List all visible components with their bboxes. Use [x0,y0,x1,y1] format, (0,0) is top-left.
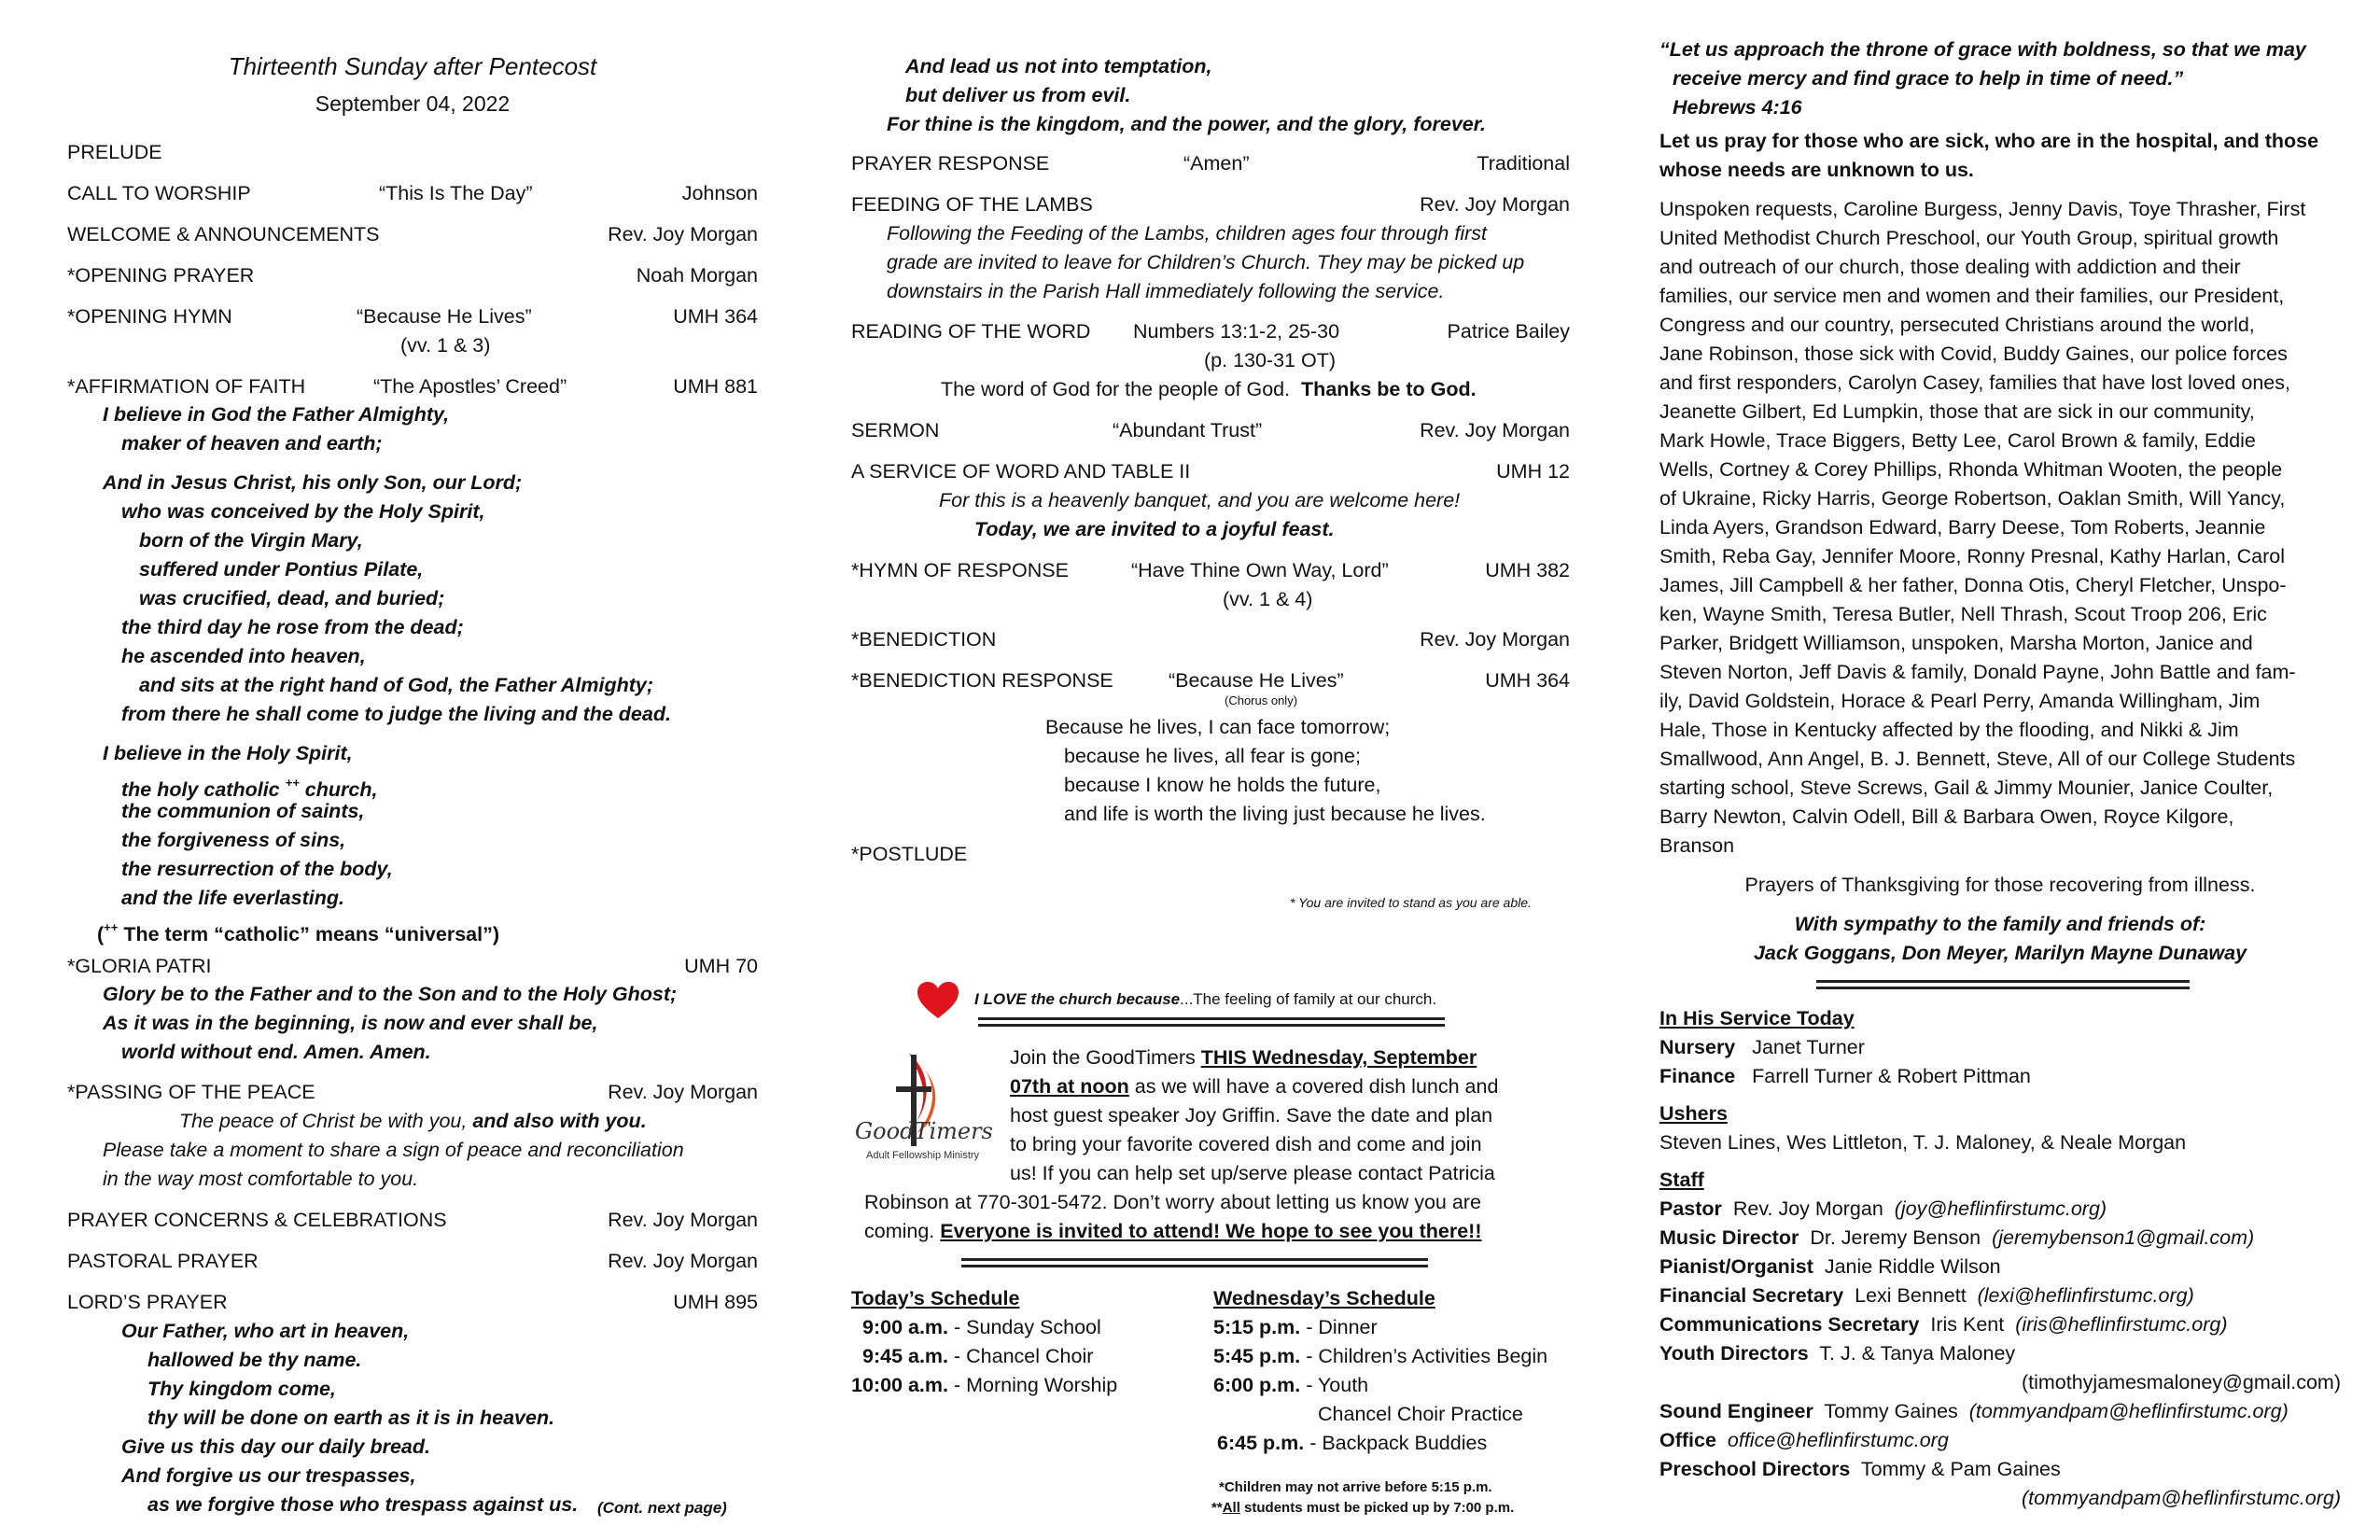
nursery-row: Nursery Janet Turner [1659,1036,1865,1058]
staff-row: Youth Directors T. J. & Tanya Maloney [1659,1342,2016,1365]
staff-row: Office office@heflinfirstumc.org [1659,1429,1949,1451]
word-of-god: The word of God for the people of God. Thanks be to God. [941,378,1477,400]
hymn-of-response: *HYMN OF RESPONSE “Have Thine Own Way, Lord” UMH 382 [851,559,1570,581]
staff-row: Sound Engineer Tommy Gaines (tommyandpam@heflinfirstumc.org) [1659,1400,2289,1422]
love-church-line: I LOVE the church because...The feeling of family at our church. [974,990,1437,1008]
staff-row: (timothyjamesmaloney@gmail.com) [2021,1371,2341,1393]
divider [978,1017,1445,1027]
feeding-of-the-lambs: FEEDING OF THE LAMBS Rev. Joy Morgan [851,193,1570,216]
chorus-only: (Chorus only) [1225,693,1298,707]
ushers-heading: Ushers [1659,1102,1728,1125]
service-text-b: Today, we are invited to a joyful feast. [974,518,1335,540]
sympathy-names: Jack Goggans, Don Meyer, Marilyn Mayne Dunaway [1753,942,2247,964]
divider [961,1258,1428,1267]
reading-of-the-word: READING OF THE WORD Numbers 13:1-2, 25-30 Patrice Bailey [851,320,1570,343]
catholic-footnote: (++ The term “catholic” means “universal”) [97,920,499,945]
in-his-service-heading: In His Service Today [1659,1007,1855,1029]
opening-hymn-verses: (vv. 1 & 3) [400,334,491,357]
call-to-worship: CALL TO WORSHIP “This Is The Day” Johnson [67,182,758,204]
staff-heading: Staff [1659,1169,1704,1191]
staff-row: (tommyandpam@heflinfirstumc.org) [2021,1487,2341,1509]
reading-page: (p. 130-31 OT) [1204,349,1336,371]
staff-row: Preschool Directors Tommy & Pam Gaines [1659,1458,2061,1480]
prayer-concerns: PRAYER CONCERNS & CELEBRATIONS Rev. Joy Morgan [67,1209,758,1231]
dagger-mark: ++ [285,776,300,790]
service-text-a: For this is a heavenly banquet, and you are welcome here! [939,489,1461,511]
cont-next-page: (Cont. next page) [597,1499,727,1517]
sympathy-heading: With sympathy to the family and friends of: [1794,913,2206,935]
prelude: PRELUDE [67,141,162,163]
opening-prayer: *OPENING PRAYER Noah Morgan [67,264,758,287]
service-word-table: A SERVICE OF WORD AND TABLE II UMH 12 [851,460,1570,483]
benediction-response: *BENEDICTION RESPONSE “Because He Lives” UMH 364 [851,669,1570,692]
stand-note: * You are invited to stand as you are able. [1290,895,1532,910]
lords-prayer: LORD’S PRAYER UMH 895 [67,1291,758,1313]
postlude: *POSTLUDE [851,843,968,865]
passing-of-the-peace: *PASSING OF THE PEACE Rev. Joy Morgan [67,1081,758,1103]
pastoral-prayer: PASTORAL PRAYER Rev. Joy Morgan [67,1250,758,1272]
goodtimers-logo: GoodTimers Adult Fellowship Ministry [851,1036,1001,1176]
bulletin-date: September 04, 2022 [315,91,511,116]
prayer-response: PRAYER RESPONSE “Amen” Traditional [851,152,1570,175]
heart-icon [917,981,959,1020]
ushers-list: Steven Lines, Wes Littleton, T. J. Maloney, & Neale Morgan [1659,1131,2187,1154]
staff-row: Financial Secretary Lexi Bennett (lexi@heflinfirstumc.org) [1659,1284,2194,1307]
gloria-patri: *GLORIA PATRI UMH 70 [67,955,758,977]
sermon: SERMON “Abundant Trust” Rev. Joy Morgan [851,419,1570,441]
schedule-note-1: *Children may not arrive before 5:15 p.m. [1219,1479,1492,1495]
staff-row: Music Director Dr. Jeremy Benson (jeremybenson1@gmail.com) [1659,1226,2255,1249]
thanksgiving-line: Prayers of Thanksgiving for those recovering from illness. [1744,874,2256,896]
hymn-verses: (vv. 1 & 4) [1223,588,1313,610]
staff-row: Communications Secretary Iris Kent (iris@heflinfirstumc.org) [1659,1313,2228,1336]
schedule-note-2: **All students must be picked up by 7:00 p.m. [1211,1500,1515,1516]
benediction: *BENEDICTION Rev. Joy Morgan [851,628,1570,651]
welcome-announcements: WELCOME & ANNOUNCEMENTS Rev. Joy Morgan [67,223,758,245]
opening-hymn: *OPENING HYMN “Because He Lives” UMH 364 [67,305,758,328]
staff-row: Pianist/Organist Janie Riddle Wilson [1659,1255,2001,1278]
finance-row: Finance Farrell Turner & Robert Pittman [1659,1065,2031,1087]
staff-row: Pastor Rev. Joy Morgan (joy@heflinfirstumc.org) [1659,1197,2107,1220]
bulletin-title: Thirteenth Sunday after Pentecost [228,52,597,80]
affirmation-of-faith: *AFFIRMATION OF FAITH “The Apostles’ Creed” UMH 881 [67,375,758,398]
divider [1816,980,2190,989]
